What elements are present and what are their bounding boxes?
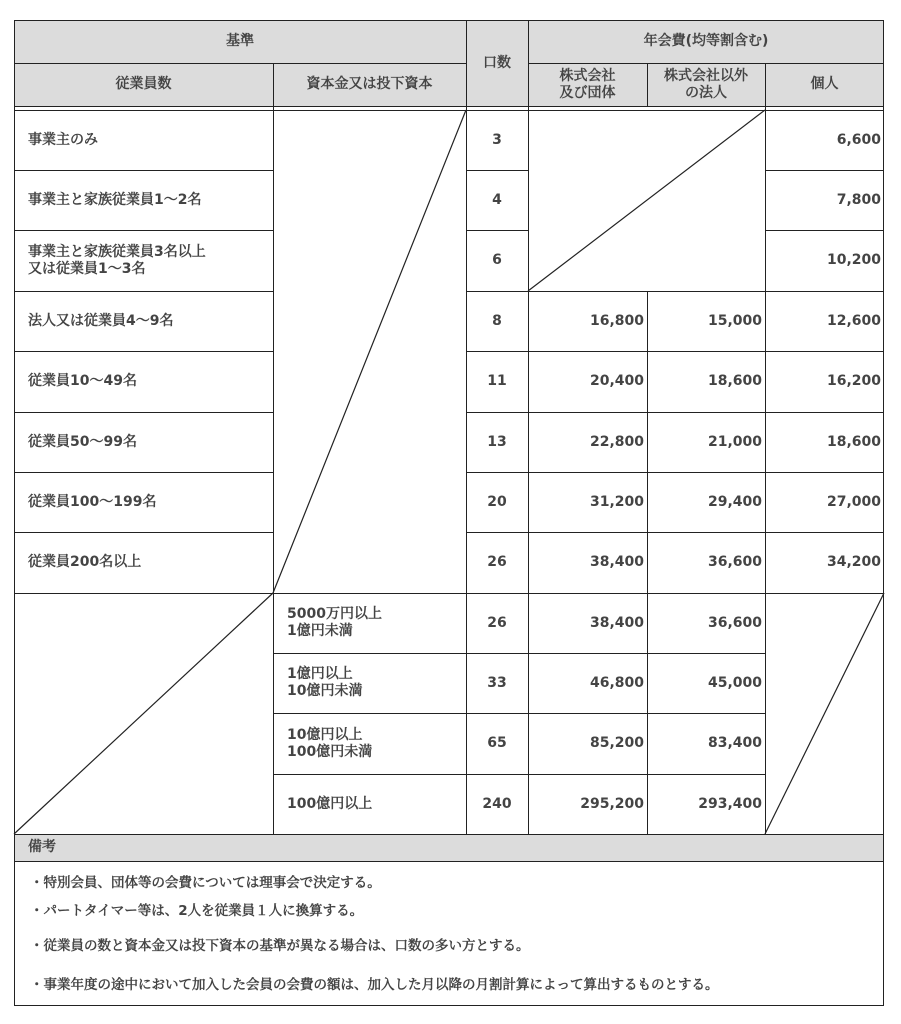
- fee-individual: 34,200: [826, 554, 881, 571]
- capital-label-line2: 100億円未満: [287, 743, 373, 760]
- units-cell: 20: [487, 493, 507, 510]
- diagonal-strike-capital: [273, 110, 466, 593]
- header-employees: 従業員数: [14, 63, 273, 106]
- diagonal-strike-corporations: [528, 110, 765, 291]
- units-cell: 6: [492, 252, 502, 269]
- units-cell: 33: [487, 674, 507, 691]
- units-cell: 26: [487, 614, 507, 631]
- header-other-line1: 株式会社以外: [664, 67, 748, 84]
- header-corporation-line2: 及び団体: [559, 84, 616, 101]
- fee-corporation: 46,800: [589, 674, 644, 691]
- employee-label: 事業主と家族従業員1〜2名: [28, 191, 202, 208]
- fee-other-corporation: 45,000: [707, 674, 762, 691]
- fee-other-corporation: 36,600: [707, 614, 762, 631]
- capital-label-line2: 10億円未満: [287, 683, 363, 699]
- fee-other-corporation: 15,000: [707, 312, 762, 329]
- employee-label: 従業員100〜199名: [28, 493, 157, 510]
- fee-corporation: 20,400: [589, 373, 644, 390]
- fee-other-corporation: 29,400: [707, 493, 762, 510]
- capital-label-line1: 10億円以上: [287, 726, 363, 743]
- note-item: ・従業員の数と資本金又は投下資本の基準が異なる場合は、口数の多い方とする。: [30, 938, 530, 954]
- fee-other-corporation: 83,400: [707, 735, 762, 752]
- fee-other-corporation: 293,400: [698, 795, 762, 812]
- diagonal-strike-individual: [765, 593, 884, 834]
- header-capital: 資本金又は投下資本: [273, 63, 466, 106]
- units-cell: 65: [487, 735, 507, 752]
- fee-corporation: 85,200: [589, 735, 644, 752]
- employee-label: 従業員10〜49名: [28, 373, 137, 390]
- fee-individual: 27,000: [826, 493, 881, 510]
- header-kijun: 基準: [14, 20, 466, 63]
- note-item: ・パートタイマー等は、2人を従業員１人に換算する。: [30, 903, 364, 919]
- fee-other-corporation: 18,600: [707, 373, 762, 390]
- fee-corporation: 16,800: [589, 312, 644, 329]
- header-annual-fee: 年会費(均等割含む): [528, 20, 884, 63]
- fee-individual: 16,200: [826, 373, 881, 390]
- fee-corporation: 31,200: [589, 493, 644, 510]
- header-individual: 個人: [765, 63, 884, 106]
- header-kuchisu: 口数: [466, 20, 528, 106]
- units-cell: 4: [492, 191, 502, 208]
- employee-label: 従業員200名以上: [28, 554, 142, 571]
- fee-individual: 12,600: [826, 312, 881, 329]
- outer-border: [15, 21, 884, 1006]
- fee-other-corporation: 36,600: [707, 554, 762, 571]
- fee-individual: 6,600: [836, 131, 881, 148]
- employee-label-line1: 事業主と家族従業員3名以上: [28, 243, 206, 260]
- note-item: ・事業年度の途中において加入した会員の会費の額は、加入した月以降の月割計算によって算出するものとする。: [30, 977, 719, 993]
- fee-other-corporation: 21,000: [707, 433, 762, 450]
- employee-label: 法人又は従業員4〜9名: [28, 312, 174, 329]
- employee-label: 事業主のみ: [28, 131, 98, 148]
- units-cell: 8: [492, 312, 502, 329]
- capital-label-line1: 5000万円以上: [287, 606, 382, 623]
- diagonal-strike-employees: [14, 593, 273, 834]
- units-cell: 26: [487, 554, 507, 571]
- fee-individual: 10,200: [826, 252, 881, 269]
- units-cell: 240: [482, 795, 512, 812]
- capital-label-line2: 1億円未満: [287, 623, 353, 639]
- note-item: ・特別会員、団体等の会費については理事会で決定する。: [30, 875, 381, 891]
- fee-corporation: 38,400: [589, 554, 644, 571]
- fee-corporation: 22,800: [589, 433, 644, 450]
- units-cell: 13: [487, 433, 507, 450]
- fee-individual: 7,800: [836, 191, 881, 208]
- capital-label-line1: 1億円以上: [287, 666, 353, 683]
- header-other-line2: の法人: [685, 84, 727, 101]
- units-cell: 3: [492, 131, 502, 148]
- header-corporation-line1: 株式会社: [559, 67, 616, 84]
- capital-label: 100億円以上: [287, 795, 373, 812]
- employee-label-line2: 又は従業員1〜3名: [28, 260, 146, 277]
- fee-corporation: 38,400: [589, 614, 644, 631]
- employee-label: 従業員50〜99名: [28, 433, 137, 450]
- units-cell: 11: [487, 373, 507, 390]
- fee-individual: 18,600: [826, 433, 881, 450]
- notes-title: 備考: [14, 834, 884, 861]
- fee-corporation: 295,200: [580, 795, 644, 812]
